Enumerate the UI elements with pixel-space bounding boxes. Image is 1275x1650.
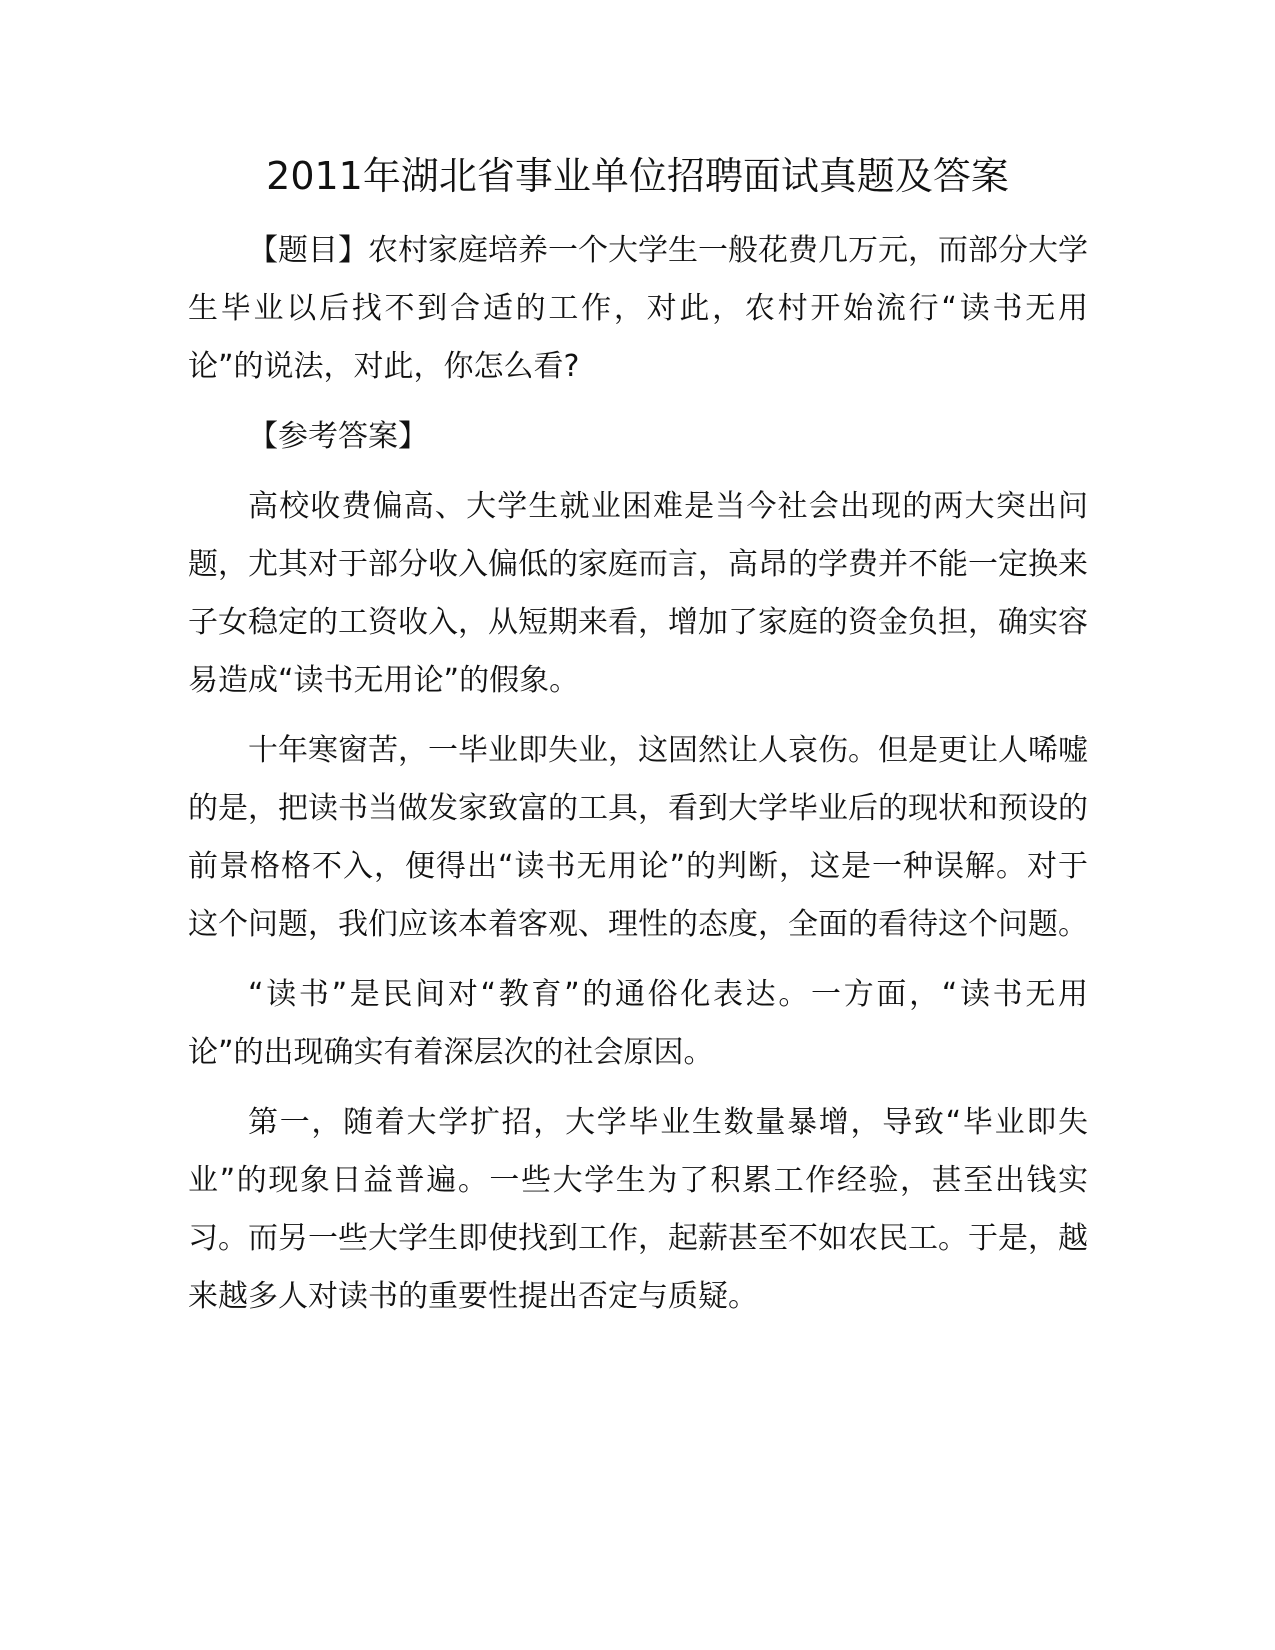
answer-heading: 【参考答案】 bbox=[248, 419, 428, 454]
answer-paragraph-4: 第一，随着大学扩招，大学毕业生数量暴增，导致“毕业即失业”的现象日益普遍。一些大学生为了积累工作经验，甚至出钱实习。而另一些大学生即使找到工作，起薪甚至不如农民工。于是，越来越多人对读书的重要性提出否定与质疑。 bbox=[188, 1105, 1088, 1314]
document-title: 2011年湖北省事业单位招聘面试真题及答案 bbox=[266, 154, 1009, 198]
answer-paragraph-3: “读书”是民间对“教育”的通俗化表达。一方面，“读书无用论”的出现确实有着深层次的社会原因。 bbox=[188, 977, 1088, 1070]
answer-paragraph-1: 高校收费偏高、大学生就业困难是当今社会出现的两大突出问题，尤其对于部分收入偏低的家庭而言，高昂的学费并不能一定换来子女稳定的工资收入，从短期来看，增加了家庭的资金负担，确实容易造成“读书无用论”的假象。 bbox=[188, 489, 1088, 698]
question-paragraph: 【题目】农村家庭培养一个大学生一般花费几万元，而部分大学生毕业以后找不到合适的工作，对此，农村开始流行“读书无用论”的说法，对此，你怎么看? bbox=[188, 233, 1088, 384]
document-body bbox=[188, 222, 1088, 1338]
answer-paragraph-2: 十年寒窗苦，一毕业即失业，这固然让人哀伤。但是更让人唏嘘的是，把读书当做发家致富的工具，看到大学毕业后的现状和预设的前景格格不入，便得出“读书无用论”的判断，这是一种误解。对于这个问题，我们应该本着客观、理性的态度，全面的看待这个问题。 bbox=[188, 733, 1088, 942]
